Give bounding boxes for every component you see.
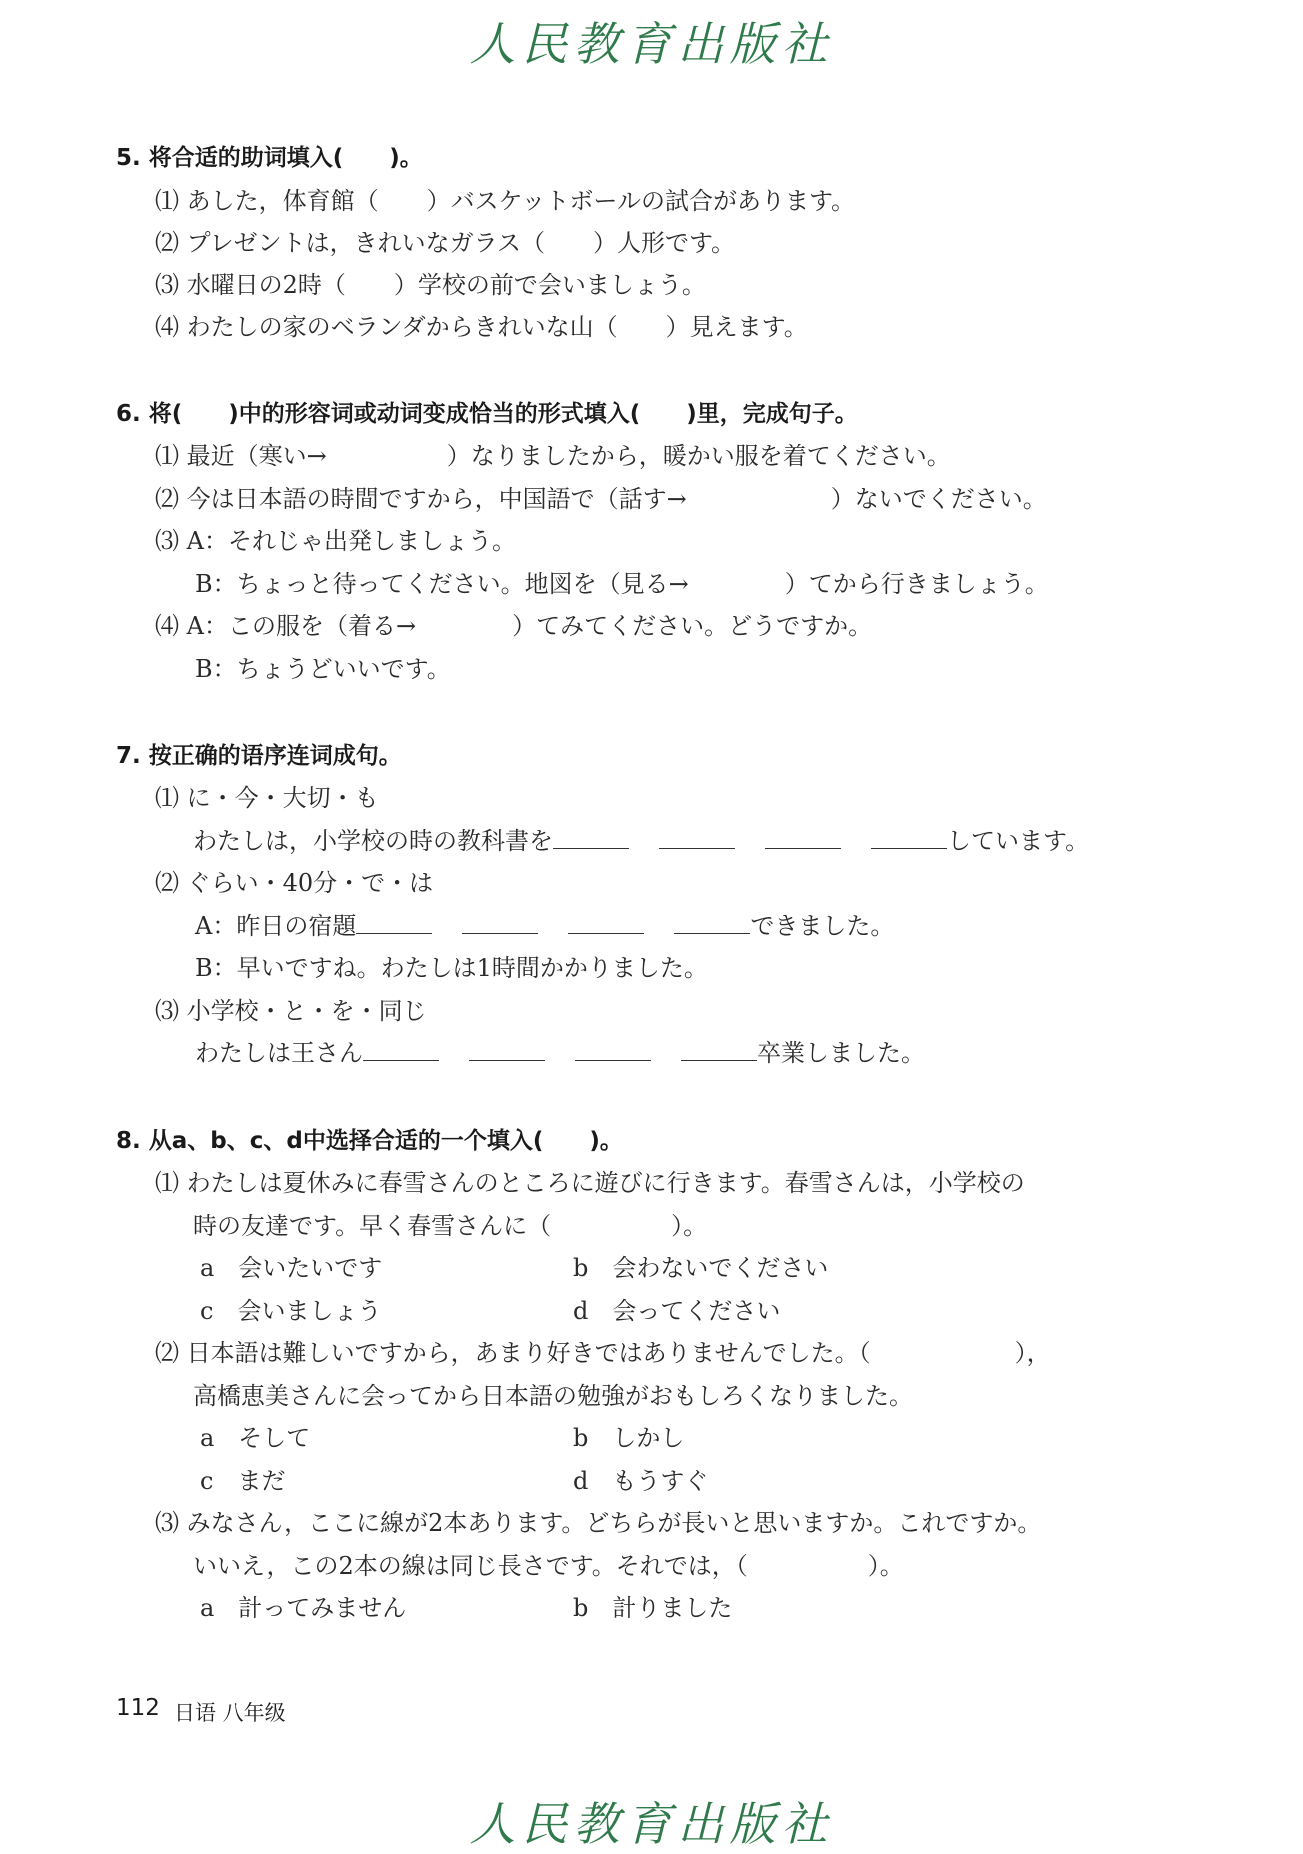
q7-item-3-suffix: 卒業しました。 xyxy=(757,1039,925,1067)
q7-item-1-words: ⑴ に・今・大切・も xyxy=(155,784,379,812)
q8-item-3-option-b[interactable]: b 計りました xyxy=(573,1594,733,1622)
q7-item-3-sentence xyxy=(195,1038,925,1068)
q6-item-3-b: B：ちょっと待ってください。地図を（見る→ ）てから行きましょう。 xyxy=(195,570,1049,598)
q7-item-3-words: ⑶ 小学校・と・を・同じ xyxy=(155,997,427,1025)
page-number: 112 xyxy=(116,1695,160,1721)
q7-item-1-sentence xyxy=(193,826,1089,856)
q8-item-2-option-d[interactable]: d もうすぐ xyxy=(573,1467,709,1495)
q8-item-1-line-2: 時の友達です。早く春雪さんに（ ）。 xyxy=(193,1212,708,1240)
question-6-title: 6. 将( )中的形容词或动词变成恰当的形式填入( )里，完成句子。 xyxy=(116,401,858,427)
q8-item-1-option-a[interactable]: a 会いたいです xyxy=(200,1254,383,1282)
publisher-logo-footer: 人民教育出版社 xyxy=(469,1797,834,1851)
answer-blank[interactable] xyxy=(681,1038,757,1061)
q6-item-2: ⑵ 今は日本語の時間ですから，中国語で（話す→ ）ないでください。 xyxy=(155,485,1047,513)
answer-blank[interactable] xyxy=(462,911,538,934)
answer-blank[interactable] xyxy=(674,911,750,934)
q7-item-2-b: B：早いですね。わたしは1時間かかりました。 xyxy=(195,954,708,982)
q8-item-1-option-c[interactable]: c 会いましょう xyxy=(200,1297,382,1325)
q5-item-3: ⑶ 水曜日の2時（ ）学校の前で会いましょう。 xyxy=(155,271,706,299)
answer-blank[interactable] xyxy=(765,826,841,849)
q7-item-2-words: ⑵ ぐらい・40分・で・は xyxy=(155,869,434,897)
question-5-title: 5. 将合适的助词填入( )。 xyxy=(116,145,423,171)
q6-item-1: ⑴ 最近（寒い→ ）なりましたから，暖かい服を着てください。 xyxy=(155,442,951,470)
q7-item-1-suffix: しています。 xyxy=(947,827,1090,855)
q8-item-2-line-1: ⑵ 日本語は難しいですから，あまり好きではありませんでした。（ ）， xyxy=(155,1339,1051,1367)
answer-blank[interactable] xyxy=(553,826,629,849)
q8-item-3-line-1: ⑶ みなさん，ここに線が2本あります。どちらが長いと思いますか。これですか。 xyxy=(155,1509,1042,1537)
q7-item-2-sentence xyxy=(195,911,894,941)
q5-item-4: ⑷ わたしの家のベランダからきれいな山（ ）見えます。 xyxy=(155,313,808,341)
question-7-title: 7. 按正确的语序连词成句。 xyxy=(116,743,402,769)
q5-item-1: ⑴ あした，体育館（ ）バスケットボールの試合があります。 xyxy=(155,187,856,215)
q8-item-1-option-b[interactable]: b 会わないでください xyxy=(573,1254,829,1282)
q7-item-2-suffix: できました。 xyxy=(750,912,895,940)
answer-blank[interactable] xyxy=(356,911,432,934)
answer-blank[interactable] xyxy=(363,1038,439,1061)
q8-item-3-line-2: いいえ，この2本の線は同じ長さです。それでは，（ ）。 xyxy=(193,1552,904,1580)
q8-item-1-line-1: ⑴ わたしは夏休みに春雪さんのところに遊びに行きます。春雪さんは，小学校の xyxy=(155,1169,1025,1197)
q6-item-4-a: ⑷ A：この服を（着る→ ）てみてください。どうですか。 xyxy=(155,612,873,640)
q8-item-2-option-a[interactable]: a そして xyxy=(200,1424,311,1452)
answer-blank[interactable] xyxy=(659,826,735,849)
q6-item-4-b: B：ちょうどいいです。 xyxy=(195,655,451,683)
q7-item-1-prefix: わたしは，小学校の時の教科書を xyxy=(193,827,553,855)
book-title: 日语 八年级 xyxy=(174,1701,286,1725)
q8-item-2-option-c[interactable]: c まだ xyxy=(200,1467,286,1495)
answer-blank[interactable] xyxy=(568,911,644,934)
q8-item-1-option-d[interactable]: d 会ってください xyxy=(573,1297,781,1325)
question-8-title: 8. 从a、b、c、d中选择合适的一个填入( )。 xyxy=(116,1128,623,1154)
publisher-logo: 人民教育出版社 xyxy=(469,17,834,71)
q7-item-3-prefix: わたしは王さん xyxy=(195,1039,363,1067)
q5-item-2: ⑵ プレゼントは，きれいなガラス（ ）人形です。 xyxy=(155,229,736,257)
answer-blank[interactable] xyxy=(575,1038,651,1061)
q8-item-2-line-2: 高橋恵美さんに会ってから日本語の勉強がおもしろくなりました。 xyxy=(193,1382,913,1410)
q8-item-3-option-a[interactable]: a 計ってみません xyxy=(200,1594,407,1622)
answer-blank[interactable] xyxy=(871,826,947,849)
q6-item-3-a: ⑶ A：それじゃ出発しましょう。 xyxy=(155,527,516,555)
answer-blank[interactable] xyxy=(469,1038,545,1061)
q7-item-2-prefix: A：昨日の宿題 xyxy=(195,912,357,940)
q8-item-2-option-b[interactable]: b しかし xyxy=(573,1424,685,1452)
